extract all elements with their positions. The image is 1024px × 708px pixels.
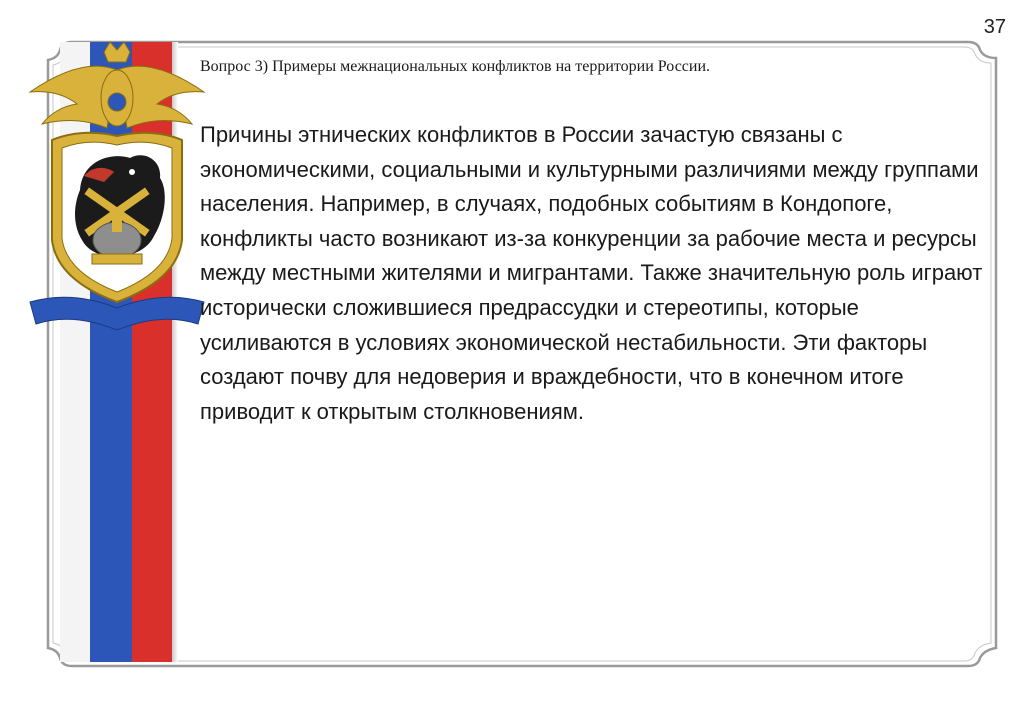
page-number: 37 — [983, 16, 1006, 38]
coat-of-arms-icon — [22, 40, 212, 340]
question-heading: Вопрос 3) Примеры межнациональных конфликтов на территории России. — [200, 58, 711, 75]
body-paragraph: Причины этнических конфликтов в России зачастую связаны с экономическими, социальными и культурными различиями между группами населения. Например, в случаях, подобных событиям в Кондопоге, конфликты часто возникают из-за конкуренции за рабочие места и ресурсы между местными жителями и мигрантами. Также значительную роль играют исторически сложившиеся предрассудки и стереотипы, которые усиливаются в условиях экономической нестабильности. Эти факторы создают почву для недоверия и враждебности, что в конечном итоге приводит к открытым столкновениям. — [200, 122, 983, 424]
